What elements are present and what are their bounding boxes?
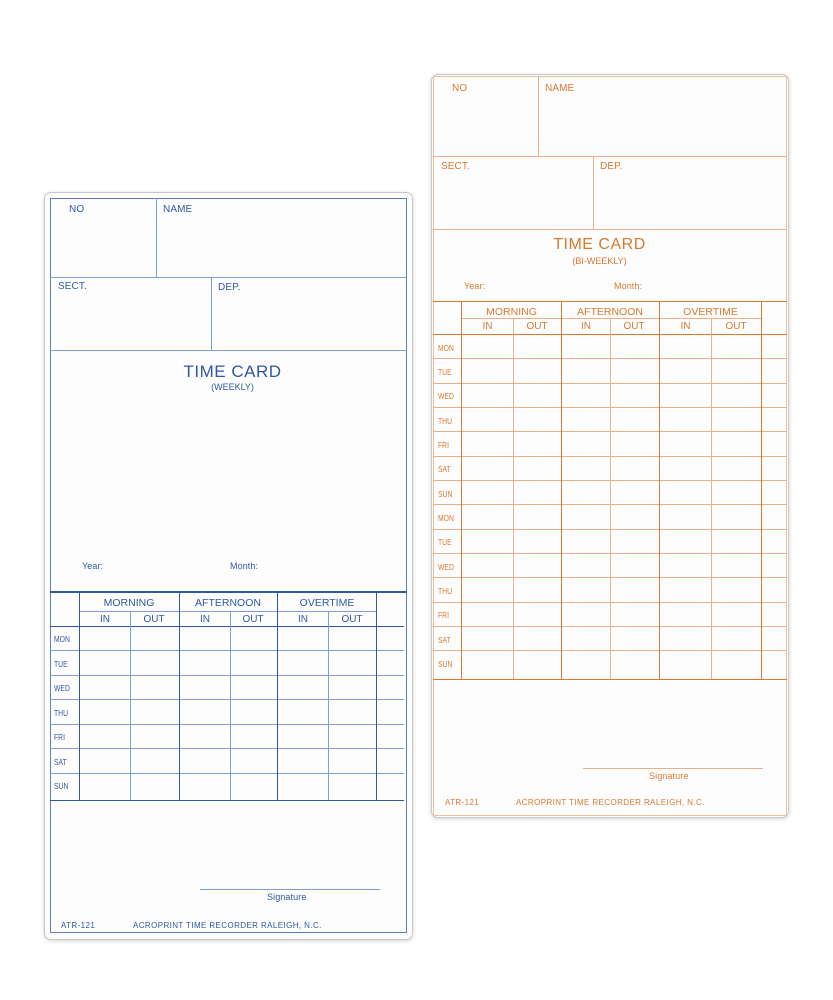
field-divider [50,277,407,278]
field-divider [433,229,787,230]
biweekly-morning-header: MORNING [486,306,537,318]
grid-rule [462,318,761,319]
grid-rule [50,626,404,627]
field-divider [593,156,594,229]
weekly-card-frame [50,198,407,933]
field-divider [538,76,539,156]
grid-col-rule [461,301,462,679]
biweekly-overtime-header: OVERTIME [683,306,738,318]
grid-col-rule [230,611,231,800]
grid-row-rule [50,675,404,676]
grid-col-rule [179,591,180,800]
weekly-in-label: IN [100,614,110,625]
biweekly-day-label: SAT [438,465,451,474]
field-divider [156,198,157,277]
biweekly-time-card [431,74,789,818]
biweekly-day-label: TUE [438,538,452,547]
grid-row-rule [50,773,404,774]
grid-col-rule [659,301,660,679]
biweekly-sect-label: SECT. [441,161,470,172]
grid-col-rule [376,591,377,800]
grid-col-rule [513,318,514,679]
weekly-afternoon-header: AFTERNOON [195,597,261,609]
signature-line [200,889,380,890]
biweekly-day-label: FRI [438,441,449,450]
field-divider [50,350,407,351]
grid-bottom-rule [50,800,404,801]
biweekly-day-label: MON [438,514,454,523]
biweekly-dep-label: DEP. [600,161,623,172]
grid-row-rule [50,724,404,725]
weekly-time-card [44,192,413,940]
grid-row-rule [50,748,404,749]
biweekly-out-label: OUT [526,321,548,332]
weekly-morning-header: MORNING [103,597,155,609]
weekly-day-label: FRI [54,733,65,742]
grid-col-rule [79,591,80,800]
grid-top-rule [50,591,407,593]
grid-col-rule [761,301,762,679]
weekly-out-label: OUT [242,614,264,625]
weekly-year-label: Year: [82,561,104,571]
weekly-day-label: WED [54,684,70,693]
weekly-no-label: NO [69,204,85,215]
biweekly-in-label: IN [581,321,591,332]
grid-top-rule [433,301,787,302]
biweekly-out-label: OUT [623,321,645,332]
weekly-maker: ACROPRINT TIME RECORDER RALEIGH, N.C. [133,921,322,930]
biweekly-day-label: THU [438,587,452,596]
biweekly-in-label: IN [482,321,493,332]
biweekly-maker: ACROPRINT TIME RECORDER RALEIGH, N.C. [516,798,705,807]
weekly-day-label: SUN [54,782,69,791]
weekly-dep-label: DEP. [218,282,241,293]
biweekly-title: TIME CARD [553,236,646,253]
grid-col-rule [277,591,278,800]
biweekly-day-label: SUN [438,660,453,669]
grid-rule [80,611,376,612]
weekly-day-label: MON [54,635,70,644]
biweekly-day-label: SUN [438,490,453,499]
biweekly-day-label: MON [438,344,454,353]
biweekly-day-label: THU [438,417,452,426]
field-divider [211,277,212,350]
weekly-month-label: Month: [230,561,259,571]
weekly-signature-label: Signature [267,892,307,902]
grid-bottom-rule [433,679,787,680]
grid-col-rule [711,318,712,679]
biweekly-day-label: SAT [438,636,451,645]
weekly-in-label: IN [298,614,308,625]
biweekly-day-label: FRI [438,611,449,620]
weekly-out-label: OUT [341,614,363,625]
weekly-subtitle: (WEEKLY) [211,382,254,392]
weekly-form-code: ATR-121 [61,921,96,930]
weekly-out-label: OUT [143,614,165,625]
biweekly-afternoon-header: AFTERNOON [577,306,643,318]
weekly-name-label: NAME [163,204,193,215]
biweekly-subtitle: (BI-WEEKLY) [572,256,627,266]
biweekly-in-label: IN [680,321,691,332]
biweekly-month-label: Month: [614,281,643,291]
weekly-day-label: SAT [54,758,67,767]
weekly-sect-label: SECT. [58,281,87,292]
signature-line [583,768,763,769]
biweekly-name-label: NAME [545,83,575,94]
weekly-title: TIME CARD [183,362,282,381]
grid-col-rule [610,318,611,679]
biweekly-day-label: TUE [438,368,452,377]
biweekly-form-code: ATR-121 [445,798,480,807]
biweekly-day-label: WED [438,563,454,572]
biweekly-out-label: OUT [725,321,747,332]
weekly-in-label: IN [200,614,210,625]
biweekly-year-label: Year: [464,281,486,291]
biweekly-signature-label: Signature [649,771,689,781]
grid-col-rule [130,611,131,800]
field-divider [433,156,787,157]
grid-row-rule [50,699,404,700]
weekly-day-label: TUE [54,660,68,669]
grid-col-rule [328,611,329,800]
weekly-overtime-header: OVERTIME [299,597,355,609]
biweekly-day-label: WED [438,392,454,401]
grid-col-rule [561,301,562,679]
biweekly-no-label: NO [452,83,468,94]
grid-row-rule [50,650,404,651]
weekly-day-label: THU [54,709,68,718]
